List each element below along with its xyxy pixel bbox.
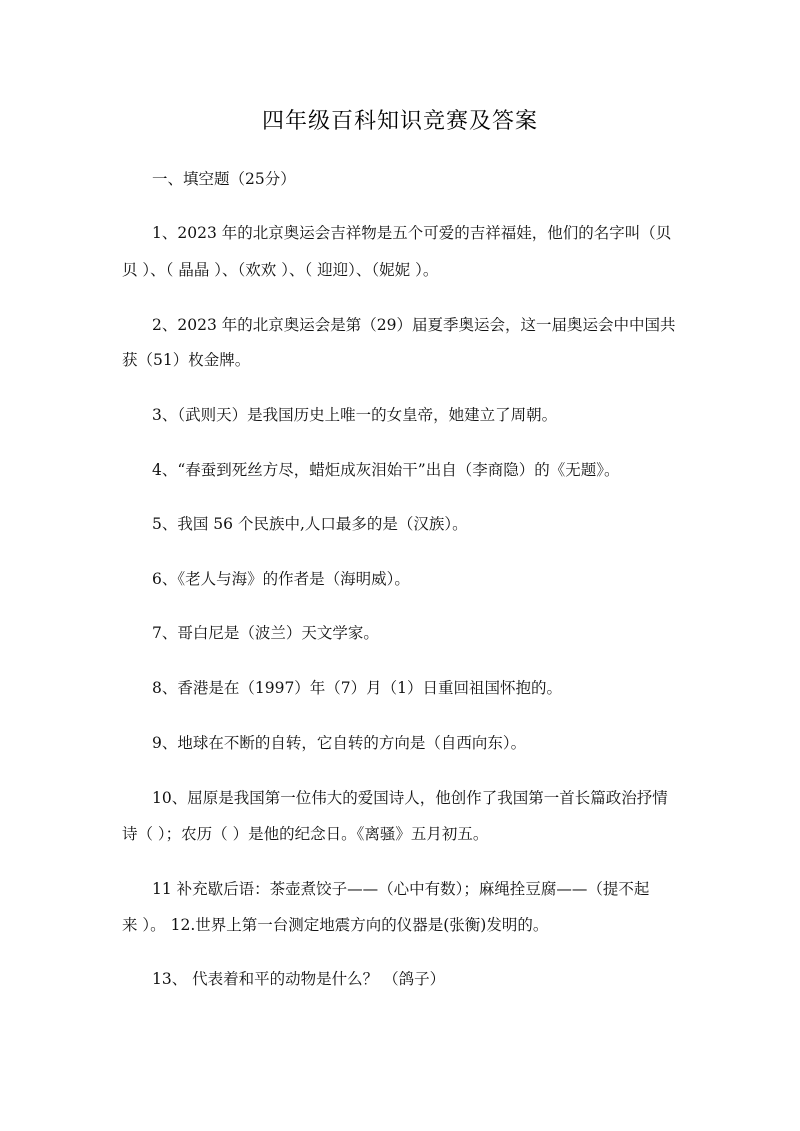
question-11-12-line-2: 来 ）。 12.世界上第一台测定地震方向的仪器是(张衡)发明的。 [122, 916, 549, 934]
question-13: 13、 代表着和平的动物是什么？ （鸽子） [152, 970, 446, 988]
document-title: 四年级百科知识竞赛及答案 [261, 109, 538, 134]
question-4: 4、“春蚕到死丝方尽，蜡炬成灰泪始干”出自（李商隐）的《无题》。 [152, 461, 620, 479]
question-1-line-2: 贝 ）、（ 晶晶 ）、（欢欢 ）、（ 迎迎）、（妮妮 ）。 [122, 261, 439, 279]
section-heading: 一、填空题（25分） [152, 170, 296, 188]
question-1-line-1: 1、2023 年的北京奥运会吉祥物是五个可爱的吉祥福娃，他们的名字叫（贝 [152, 224, 672, 242]
question-6: 6、《老人与海》的作者是（海明威）。 [152, 570, 410, 588]
question-8: 8、香港是在（1997）年（7）月（1）日重回祖国怀抱的。 [152, 679, 563, 697]
question-10-line-2: 诗（ ）；农历（ ）是他的纪念日。《离骚》五月初五。 [122, 825, 489, 843]
question-5: 5、我国 56 个民族中,人口最多的是（汉族）。 [152, 515, 468, 533]
question-2-line-2: 获（51）枚金牌。 [122, 351, 251, 369]
question-7: 7、哥白尼是（波兰）天文学家。 [152, 624, 379, 642]
question-9: 9、地球在不断的自转，它自转的方向是（自西向东）。 [152, 734, 527, 752]
question-10-line-1: 10、屈原是我国第一位伟大的爱国诗人，他创作了我国第一首长篇政治抒情 [152, 789, 668, 807]
question-11-line-1: 11 补充歇后语：茶壶煮饺子——（心中有数）；麻绳拴豆腐——（提不起 [152, 880, 650, 898]
question-2-line-1: 2、2023 年的北京奥运会是第（29）届夏季奥运会，这一届奥运会中中国共 [152, 316, 676, 334]
question-3: 3、（武则天）是我国历史上唯一的女皇帝，她建立了周朝。 [152, 406, 558, 424]
